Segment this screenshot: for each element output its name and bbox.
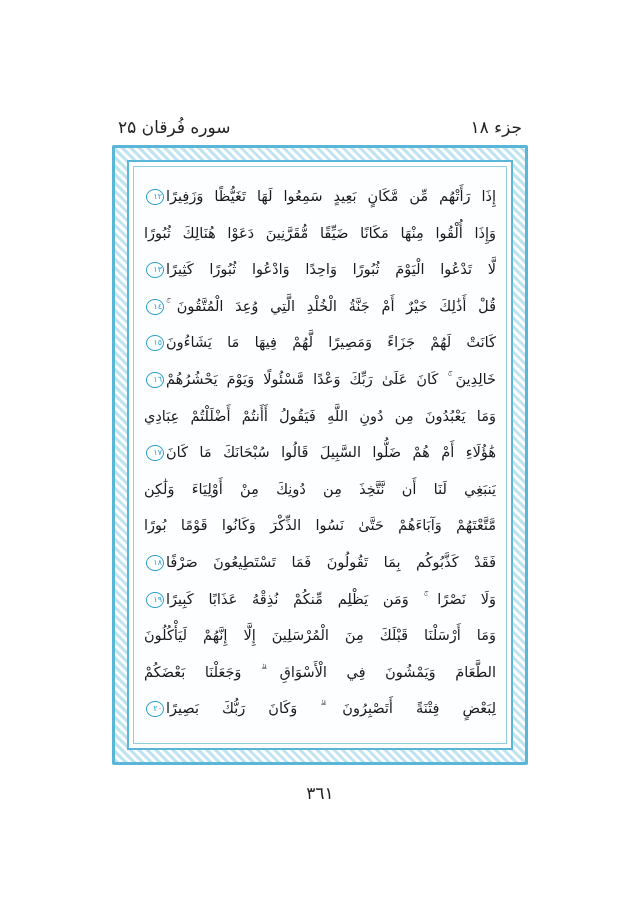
page-number: ۳٦۱: [306, 784, 334, 804]
verse-line: [144, 362, 496, 399]
verse-number-marker: ١٨: [146, 555, 164, 571]
page-header: [118, 118, 522, 144]
verse-text: فَقَدْ كَذَّبُوكُم بِمَا تَقُولُونَ فَمَا تَسْتَطِيعُونَ صَرْفًا: [166, 554, 496, 571]
verse-line: [144, 618, 496, 655]
verse-text: مَّتَّعْتَهُمْ وَآبَاءَهُمْ حَتَّىٰ نَسُوا الذِّكْرَ وَكَانُوا قَوْمًا بُورًا: [144, 518, 496, 535]
verse-number-marker: ١٩: [146, 592, 164, 608]
verse-number-marker: ١٥: [146, 335, 164, 351]
verse-number-marker: ١٢: [146, 189, 164, 205]
verse-number-marker: ٢٠: [146, 701, 164, 717]
verse-text: لِبَعْضٍ فِتْنَةً أَتَصْبِرُونَ ۗ وَكَانَ رَبُّكَ بَصِيرًا: [166, 701, 496, 718]
verse-line: [144, 435, 496, 472]
verse-line: [144, 399, 496, 436]
verse-line: [144, 252, 496, 289]
verse-line: [144, 325, 496, 362]
verse-line: [144, 582, 496, 619]
verse-line: [144, 545, 496, 582]
verse-text: هَٰؤُلَاءِ أَمْ هُمْ ضَلُّوا السَّبِيلَ قَالُوا سُبْحَانَكَ مَا كَانَ: [166, 445, 496, 462]
frame-border: [127, 160, 513, 750]
quran-text: [144, 179, 496, 728]
juz-label: جزء ۱۸: [470, 118, 522, 138]
verse-text: وَمَا يَعْبُدُونَ مِن دُونِ اللَّهِ فَيَقُولُ أَأَنتُمْ أَضْلَلْتُمْ عِبَادِي: [144, 408, 496, 425]
verse-line: [144, 216, 496, 253]
verse-line: [144, 691, 496, 728]
verse-text: كَانَتْ لَهُمْ جَزَاءً وَمَصِيرًا لَّهُمْ فِيهَا مَا يَشَاءُونَ: [166, 335, 496, 352]
verse-number-marker: ١٧: [146, 445, 164, 461]
verse-text: خَالِدِينَ ۚ كَانَ عَلَىٰ رَبِّكَ وَعْدًا مَّسْئُولًا وَيَوْمَ يَحْشُرُهُمْ: [166, 371, 496, 388]
verse-line: [144, 179, 496, 216]
surah-label: سوره فُرقان ۲۵: [118, 118, 231, 138]
verse-line: [144, 508, 496, 545]
verse-text: لَّا تَدْعُوا الْيَوْمَ ثُبُورًا وَاحِدًا وَادْعُوا ثُبُورًا كَثِيرًا: [166, 262, 496, 279]
verse-text: وَمَا أَرْسَلْنَا قَبْلَكَ مِنَ الْمُرْسَلِينَ إِلَّا إِنَّهُمْ لَيَأْكُلُونَ: [144, 628, 496, 645]
verse-text: الطَّعَامَ وَيَمْشُونَ فِي الْأَسْوَاقِ ۗ وَجَعَلْنَا بَعْضَكُمْ: [144, 664, 496, 681]
verse-text: يَنبَغِي لَنَا أَن نَّتَّخِذَ مِن دُونِكَ مِنْ أَوْلِيَاءَ وَلَٰكِن: [144, 481, 496, 498]
verse-line: [144, 289, 496, 326]
verse-text: إِذَا رَأَتْهُم مِّن مَّكَانٍ بَعِيدٍ سَمِعُوا لَهَا تَغَيُّظًا وَزَفِيرًا: [166, 189, 496, 205]
verse-text: وَإِذَا أُلْقُوا مِنْهَا مَكَانًا ضَيِّقًا مُّقَرَّنِينَ دَعَوْا هُنَالِكَ ثُبُورًا: [144, 225, 496, 242]
verse-line: [144, 655, 496, 692]
verse-text: وَلَا نَصْرًا ۚ وَمَن يَظْلِم مِّنكُمْ نُذِقْهُ عَذَابًا كَبِيرًا: [166, 591, 496, 608]
verse-number-marker: ١٦: [146, 372, 164, 388]
verse-line: [144, 472, 496, 509]
verse-number-marker: ١٤: [146, 299, 164, 315]
verse-text: قُلْ أَذَٰلِكَ خَيْرٌ أَمْ جَنَّةُ الْخُلْدِ الَّتِي وُعِدَ الْمُتَّقُونَ ۚ: [166, 298, 496, 315]
text-panel: [133, 166, 507, 744]
verse-number-marker: ١٣: [146, 262, 164, 278]
ornamental-frame: [112, 145, 528, 765]
